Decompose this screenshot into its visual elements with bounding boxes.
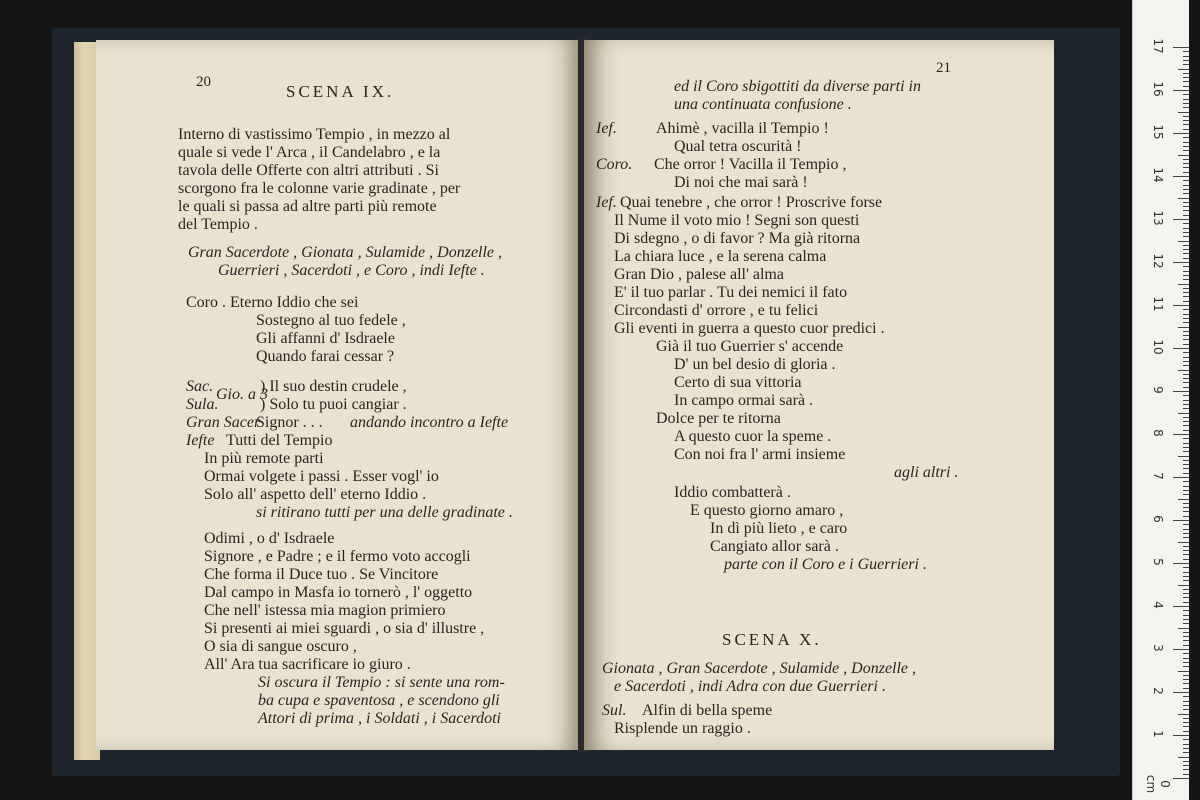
- ruler-tick: [1183, 215, 1189, 216]
- ruler-tick: [1183, 490, 1189, 491]
- text-line: Gran Sacerdote , Gionata , Sulamide , Donzelle ,: [188, 244, 503, 261]
- text-line: Cangiato allor sarà .: [710, 538, 839, 555]
- ruler-tick: [1183, 460, 1189, 461]
- ruler-tick: [1183, 357, 1189, 358]
- ruler-tick: [1183, 619, 1189, 620]
- ruler-tick: [1183, 550, 1189, 551]
- ruler-tick: [1183, 404, 1189, 405]
- ruler-tick: [1183, 77, 1189, 78]
- ruler-tick: [1183, 223, 1189, 224]
- ruler-tick: [1173, 649, 1189, 650]
- ruler-tick: [1183, 769, 1189, 770]
- ruler-tick: [1183, 748, 1189, 749]
- text-line: Sula.: [186, 396, 219, 413]
- text-line: In più remote parti: [204, 450, 324, 467]
- ruler-label: 7: [1151, 472, 1165, 480]
- ruler-tick: [1183, 572, 1189, 573]
- ruler-tick: [1183, 473, 1189, 474]
- text-line: Attori di prima , i Soldati , i Sacerdoti: [258, 710, 501, 727]
- ruler-tick: [1183, 361, 1189, 362]
- ruler-tick: [1183, 232, 1189, 233]
- ruler-tick: [1183, 765, 1189, 766]
- text-line: Già il tuo Guerrier s' accende: [656, 338, 844, 355]
- ruler-tick: [1178, 542, 1189, 543]
- text-line: Gio. a 3: [216, 386, 268, 403]
- text-line: Quai tenebre , che orror ! Proscrive forse: [620, 194, 883, 211]
- ruler-tick: [1178, 757, 1189, 758]
- ruler-tick: [1183, 56, 1189, 57]
- text-line: Coro.: [596, 156, 633, 173]
- ruler-tick: [1183, 99, 1189, 100]
- ruler-tick: [1183, 653, 1189, 654]
- ruler-tick: [1183, 60, 1189, 61]
- text-line: ed il Coro sbigottiti da diverse parti in: [674, 78, 921, 95]
- ruler-tick: [1183, 322, 1189, 323]
- ruler-tick: [1183, 662, 1189, 663]
- ruler-tick: [1178, 413, 1189, 414]
- ruler-tick: [1183, 744, 1189, 745]
- ruler-tick: [1173, 305, 1189, 306]
- ruler-tick: [1183, 675, 1189, 676]
- text-line: D' un bel desio di gloria .: [674, 356, 836, 373]
- text-line: Dal campo in Masfa io tornerò , l' oggetto: [204, 584, 473, 601]
- text-line: Ahimè , vacilla il Tempio !: [656, 120, 829, 137]
- ruler-tick: [1183, 236, 1189, 237]
- ruler-tick: [1183, 468, 1189, 469]
- ruler-label: 1: [1151, 730, 1165, 738]
- scene-title: SCENA IX.: [286, 82, 395, 101]
- ruler-label: 6: [1151, 515, 1165, 523]
- text-line: Quando farai cessar ?: [256, 348, 395, 365]
- ruler-tick: [1183, 150, 1189, 151]
- text-line: ) Il suo destin crudele ,: [260, 378, 407, 395]
- ruler-tick: [1183, 245, 1189, 246]
- ruler-tick: [1183, 185, 1189, 186]
- text-line: Ief.: [596, 194, 617, 211]
- ruler-tick: [1183, 387, 1189, 388]
- right-page-text: [584, 40, 1054, 750]
- text-line: Ormai volgete i passi . Esser vogl' io: [204, 468, 439, 485]
- ruler-tick: [1183, 163, 1189, 164]
- text-line: In campo ormai sarà .: [674, 392, 814, 409]
- ruler-tick: [1183, 395, 1189, 396]
- left-page: [96, 40, 582, 750]
- text-line: Interno di vastissimo Tempio , in mezzo al: [178, 126, 451, 143]
- ruler-tick: [1183, 559, 1189, 560]
- ruler-tick: [1183, 731, 1189, 732]
- ruler-tick: [1183, 580, 1189, 581]
- ruler-label: 0 cm: [1144, 774, 1172, 794]
- text-line: La chiara luce , e la serena calma: [614, 248, 827, 265]
- ruler-tick: [1183, 705, 1189, 706]
- ruler-label: 8: [1151, 429, 1165, 437]
- ruler-tick: [1173, 47, 1189, 48]
- ruler-tick: [1183, 718, 1189, 719]
- text-line: A questo cuor la speme .: [674, 428, 832, 445]
- ruler-label: 9: [1151, 386, 1165, 394]
- text-line: Certo di sua vittoria: [674, 374, 802, 391]
- ruler-tick: [1183, 589, 1189, 590]
- text-line: Gran Dio , palese all' alma: [614, 266, 784, 283]
- text-line: parte con il Coro e i Guerrieri .: [724, 556, 927, 573]
- text-line: Gli eventi in guerra a questo cuor predici .: [614, 320, 885, 337]
- ruler-tick: [1183, 253, 1189, 254]
- ruler-tick: [1183, 309, 1189, 310]
- ruler-tick: [1178, 69, 1189, 70]
- ruler-tick: [1183, 331, 1189, 332]
- ruler-tick: [1183, 142, 1189, 143]
- ruler-tick: [1183, 120, 1189, 121]
- ruler-tick: [1183, 709, 1189, 710]
- ruler-tick: [1183, 524, 1189, 525]
- text-line: quale si vede l' Arca , il Candelabro , e la: [178, 144, 441, 161]
- ruler-tick: [1183, 722, 1189, 723]
- text-line: All' Ara tua sacrificare io giuro .: [204, 656, 411, 673]
- ruler-tick: [1183, 645, 1189, 646]
- ruler-tick: [1183, 301, 1189, 302]
- text-line: Gli affanni d' Isdraele: [256, 330, 395, 347]
- ruler-tick: [1173, 391, 1189, 392]
- ruler-tick: [1183, 683, 1189, 684]
- ruler-tick: [1183, 696, 1189, 697]
- ruler-label: 5: [1151, 558, 1165, 566]
- page-number: 20: [196, 74, 211, 90]
- text-line: andando incontro a Iefte: [350, 414, 509, 431]
- ruler-tick: [1183, 752, 1189, 753]
- ruler-tick: [1178, 714, 1189, 715]
- ruler-tick: [1173, 520, 1189, 521]
- ruler-tick: [1183, 503, 1189, 504]
- ruler-tick: [1183, 288, 1189, 289]
- ruler-tick: [1183, 481, 1189, 482]
- ruler-tick: [1183, 658, 1189, 659]
- ruler-tick: [1183, 382, 1189, 383]
- ruler-tick: [1183, 172, 1189, 173]
- text-line: Tutti del Tempio: [226, 432, 333, 449]
- ruler-tick: [1183, 124, 1189, 125]
- ruler-tick: [1183, 249, 1189, 250]
- ruler-tick: [1178, 155, 1189, 156]
- ruler-tick: [1183, 103, 1189, 104]
- ruler-tick: [1183, 408, 1189, 409]
- text-line: ) Solo tu puoi cangiar .: [260, 396, 407, 413]
- ruler-tick: [1183, 511, 1189, 512]
- ruler-tick: [1183, 266, 1189, 267]
- ruler-tick: [1183, 292, 1189, 293]
- ruler-tick: [1173, 90, 1189, 91]
- ruler-tick: [1183, 632, 1189, 633]
- ruler-tick: [1178, 241, 1189, 242]
- ruler-tick: [1183, 593, 1189, 594]
- ruler-tick: [1183, 314, 1189, 315]
- text-line: Che nell' istessa mia magion primiero: [204, 602, 446, 619]
- ruler-tick: [1183, 146, 1189, 147]
- ruler-tick: [1173, 563, 1189, 564]
- ruler-tick: [1183, 567, 1189, 568]
- ruler-tick: [1183, 486, 1189, 487]
- ruler-label: 2: [1151, 687, 1165, 695]
- ruler-tick: [1183, 107, 1189, 108]
- ruler-tick: [1183, 464, 1189, 465]
- ruler-tick: [1183, 546, 1189, 547]
- text-line: Iefte: [186, 432, 215, 449]
- ruler-tick: [1183, 430, 1189, 431]
- text-line: Risplende un raggio .: [614, 720, 751, 737]
- ruler-tick: [1178, 499, 1189, 500]
- text-line: e Sacerdoti , indi Adra con due Guerrieri .: [614, 678, 886, 695]
- text-line: ba cupa e spaventosa , e scendono gli: [258, 692, 500, 709]
- text-line: Sostegno al tuo fedele ,: [256, 312, 406, 329]
- ruler-tick: [1183, 167, 1189, 168]
- ruler-label: 12: [1151, 253, 1165, 269]
- ruler-tick: [1183, 447, 1189, 448]
- ruler-tick: [1183, 615, 1189, 616]
- text-line: Gran Sacer: [186, 414, 261, 431]
- ruler-tick: [1178, 112, 1189, 113]
- ruler-tick: [1183, 193, 1189, 194]
- text-line: Con noi fra l' armi insieme: [674, 446, 846, 463]
- ruler-tick: [1183, 425, 1189, 426]
- ruler-label: 4: [1151, 601, 1165, 609]
- ruler-tick: [1183, 258, 1189, 259]
- ruler-tick: [1183, 726, 1189, 727]
- ruler-tick: [1183, 417, 1189, 418]
- ruler-label: 17: [1151, 38, 1165, 54]
- text-line: E questo giorno amaro ,: [690, 502, 844, 519]
- ruler-tick: [1178, 671, 1189, 672]
- ruler-tick: [1183, 774, 1189, 775]
- ruler-tick: [1173, 348, 1189, 349]
- text-line: si ritirano tutti per una delle gradinate .: [256, 504, 513, 521]
- text-line: In dì più lieto , e caro: [710, 520, 848, 537]
- text-line: una continuata confusione .: [674, 96, 852, 113]
- ruler-tick: [1178, 628, 1189, 629]
- ruler-tick: [1178, 585, 1189, 586]
- page-number: 21: [936, 60, 951, 76]
- ruler-tick: [1173, 434, 1189, 435]
- text-line: Signore , e Padre ; e il fermo voto accogli: [204, 548, 471, 565]
- ruler-tick: [1183, 206, 1189, 207]
- ruler-tick: [1183, 529, 1189, 530]
- ruler-tick: [1173, 735, 1189, 736]
- ruler-tick: [1183, 228, 1189, 229]
- ruler-tick: [1183, 81, 1189, 82]
- ruler-tick: [1173, 133, 1189, 134]
- text-line: E' il tuo parlar . Tu dei nemici il fato: [614, 284, 848, 301]
- ruler-tick: [1183, 438, 1189, 439]
- ruler-label: 3: [1151, 644, 1165, 652]
- ruler-tick: [1178, 370, 1189, 371]
- ruler-tick: [1183, 210, 1189, 211]
- ruler-tick: [1183, 610, 1189, 611]
- ruler-tick: [1183, 352, 1189, 353]
- ruler-tick: [1178, 456, 1189, 457]
- ruler-label: 10: [1151, 339, 1165, 355]
- ruler-tick: [1183, 516, 1189, 517]
- text-line: Sul.: [602, 702, 627, 719]
- text-line: Ief.: [596, 120, 617, 137]
- ruler-tick: [1183, 537, 1189, 538]
- ruler-tick: [1183, 344, 1189, 345]
- text-line: le quali si passa ad altre parti più remote: [178, 198, 437, 215]
- text-line: Si oscura il Tempio : si sente una rom-: [258, 674, 505, 691]
- scene-title: SCENA X.: [722, 630, 822, 649]
- ruler-tick: [1183, 86, 1189, 87]
- text-line: Qual tetra oscurità !: [674, 138, 802, 155]
- ruler-label: 16: [1151, 81, 1165, 97]
- text-line: Sac.: [186, 378, 214, 395]
- left-page-text: [96, 40, 582, 750]
- text-line: Signor . . .: [256, 414, 323, 431]
- ruler-tick: [1183, 180, 1189, 181]
- ruler-tick: [1183, 202, 1189, 203]
- text-line: Si presenti ai miei sguardi , o sia d' illustre ,: [204, 620, 485, 637]
- ruler-tick: [1183, 296, 1189, 297]
- ruler-tick: [1183, 400, 1189, 401]
- text-line: Di noi che mai sarà !: [674, 174, 808, 191]
- ruler-tick: [1178, 327, 1189, 328]
- ruler-tick: [1183, 279, 1189, 280]
- ruler-tick: [1183, 51, 1189, 52]
- ruler-tick: [1183, 701, 1189, 702]
- ruler-tick: [1183, 679, 1189, 680]
- ruler-tick: [1183, 64, 1189, 65]
- text-line: tavola delle Offerte con altri attributi . Si: [178, 162, 439, 179]
- ruler-tick: [1173, 176, 1189, 177]
- ruler-tick: [1183, 421, 1189, 422]
- ruler-tick: [1183, 533, 1189, 534]
- ruler-tick: [1183, 739, 1189, 740]
- ruler-tick: [1183, 494, 1189, 495]
- ruler-tick: [1183, 378, 1189, 379]
- text-line: Di sdegno , o di favor ? Ma già ritorna: [614, 230, 861, 247]
- text-line: Guerrieri , Sacerdoti , e Coro , indi Iefte .: [218, 262, 485, 279]
- ruler-tick: [1173, 262, 1189, 263]
- text-line: Alfin di bella speme: [642, 702, 773, 719]
- text-line: Coro . Eterno Iddio che sei: [186, 294, 359, 311]
- text-line: Che orror ! Vacilla il Tempio ,: [654, 156, 847, 173]
- ruler-tick: [1183, 73, 1189, 74]
- ruler-tick: [1173, 692, 1189, 693]
- ruler-tick: [1183, 129, 1189, 130]
- text-line: Odimi , o d' Isdraele: [204, 530, 335, 547]
- ruler-tick: [1183, 636, 1189, 637]
- text-line: del Tempio .: [178, 216, 258, 233]
- ruler-tick: [1183, 576, 1189, 577]
- ruler-tick: [1183, 602, 1189, 603]
- text-line: Il Nume il voto mio ! Segni son questi: [614, 212, 860, 229]
- ruler-tick: [1183, 275, 1189, 276]
- ruler-tick: [1183, 507, 1189, 508]
- ruler-tick: [1183, 640, 1189, 641]
- ruler-tick: [1183, 761, 1189, 762]
- ruler-label: 14: [1151, 167, 1165, 183]
- ruler-label: 15: [1151, 124, 1165, 140]
- ruler-tick: [1183, 597, 1189, 598]
- ruler-tick: [1173, 606, 1189, 607]
- ruler-tick: [1173, 219, 1189, 220]
- text-line: Gionata , Gran Sacerdote , Sulamide , Donzelle ,: [602, 660, 917, 677]
- ruler-tick: [1183, 189, 1189, 190]
- ruler-tick: [1178, 284, 1189, 285]
- text-line: agli altri .: [894, 464, 959, 481]
- ruler-tick: [1183, 271, 1189, 272]
- ruler-tick: [1183, 623, 1189, 624]
- ruler-tick: [1183, 116, 1189, 117]
- text-line: Iddio combatterà .: [674, 484, 791, 501]
- ruler-tick: [1173, 477, 1189, 478]
- text-line: scorgono fra le colonne varie gradinate , per: [178, 180, 461, 197]
- ruler-tick: [1183, 374, 1189, 375]
- text-line: Solo all' aspetto dell' eterno Iddio .: [204, 486, 427, 503]
- ruler-tick: [1183, 688, 1189, 689]
- right-page: [584, 40, 1054, 750]
- ruler-tick: [1183, 451, 1189, 452]
- text-line: Circondasti d' orrore , e tu felici: [614, 302, 819, 319]
- ruler-tick: [1173, 778, 1189, 779]
- ruler-tick: [1183, 554, 1189, 555]
- text-line: Che forma il Duce tuo . Se Vincitore: [204, 566, 439, 583]
- ruler-tick: [1183, 365, 1189, 366]
- text-line: O sia di sangue oscuro ,: [204, 638, 357, 655]
- ruler-tick: [1183, 94, 1189, 95]
- ruler-label: 13: [1151, 210, 1165, 226]
- text-line: Dolce per te ritorna: [656, 410, 781, 427]
- ruler-label: 11: [1151, 296, 1165, 312]
- ruler-tick: [1183, 666, 1189, 667]
- measuring-ruler: [1132, 0, 1189, 800]
- ruler-tick: [1183, 339, 1189, 340]
- ruler-tick: [1183, 137, 1189, 138]
- ruler-tick: [1183, 335, 1189, 336]
- ruler-tick: [1178, 198, 1189, 199]
- ruler-tick: [1183, 159, 1189, 160]
- ruler-tick: [1183, 318, 1189, 319]
- ruler-tick: [1183, 443, 1189, 444]
